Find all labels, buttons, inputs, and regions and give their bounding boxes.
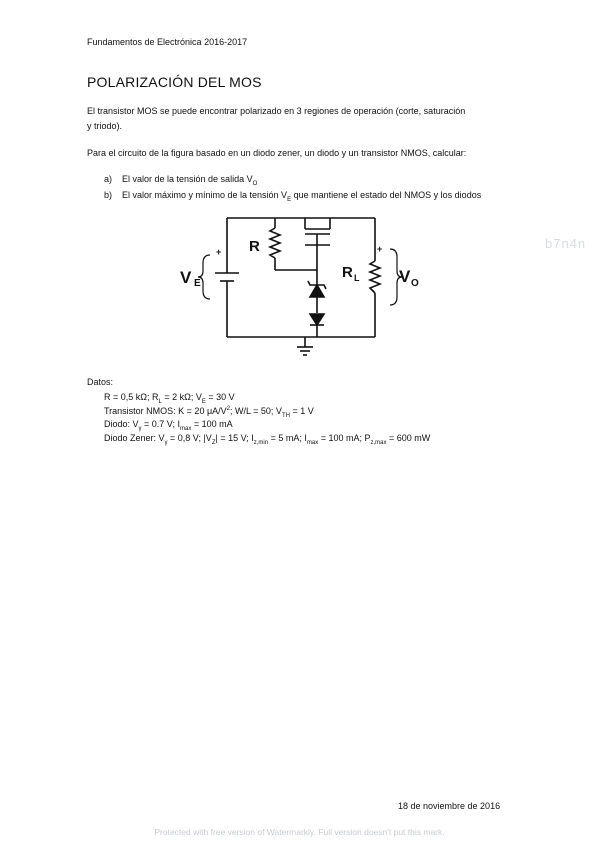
datos-list	[104, 391, 430, 445]
diode	[310, 314, 324, 325]
label-r: R	[249, 238, 260, 255]
svg-text:E: E	[194, 278, 201, 289]
list-marker: b)	[104, 190, 113, 200]
plus-ve: +	[216, 247, 222, 257]
intro-line-2: y triodo).	[87, 121, 123, 131]
section-title: POLARIZACIÓN DEL MOS	[87, 74, 262, 90]
side-watermark: b7n4n	[545, 236, 587, 251]
footer-watermark: Protected with free version of Watermarkly. Full version doesn't put this mark.	[154, 827, 445, 837]
resistor-r	[270, 228, 280, 258]
label-ve: V	[180, 268, 192, 287]
svg-text:L: L	[354, 273, 360, 283]
list-text: El valor máximo y mínimo de la tensión $V_E$ que mantiene el estado del NMOS y los diodos	[122, 190, 482, 203]
question-list	[104, 171, 481, 203]
datos-heading: Datos:	[87, 377, 114, 387]
task-paragraph: Para el circuito de la figura basado en un diodo zener, un diodo y un transistor NMOS, calcular:	[87, 148, 467, 158]
zener-diode	[310, 285, 324, 297]
datos-line: Diodo: $V_\gamma = 0.7$ V; $I_{max} = 100$ mA	[104, 419, 233, 432]
ve-brace	[198, 255, 210, 299]
svg-text:O: O	[411, 278, 419, 289]
circuit-diagram	[165, 215, 435, 365]
datos-line: Transistor NMOS: K = 20 $\mu A/V^2$; W/L = 50; $V_{TH} = 1$ V	[104, 405, 314, 419]
list-text: El valor de la tensión de salida $V_O$	[122, 174, 258, 187]
intro-paragraph	[87, 104, 527, 134]
plus-vo: +	[377, 244, 383, 254]
intro-line-1: El transistor MOS se puede encontrar polarizado en 3 regiones de operación (corte, saturación	[87, 106, 466, 116]
datos-line: R = 0,5 kΩ; $R_L = 2$ kΩ; $V_E = 30$ V	[104, 392, 235, 405]
label-rl: R	[342, 264, 353, 281]
resistor-rl	[370, 261, 380, 293]
datos-line: Diodo Zener: $V_\gamma = 0,8$ V; $|V_Z| = 15$ V; $I_{z,min} = 5$ mA; $I_{max} = 100$ mA; $P_{z,max} = 600$ mW	[104, 432, 431, 446]
footer-date: 18 de noviembre de 2016	[398, 801, 501, 811]
list-item	[104, 187, 481, 203]
page-header: Fundamentos de Electrónica 2016-2017	[87, 37, 248, 47]
label-vo: V	[399, 267, 411, 286]
list-marker: a)	[104, 174, 113, 184]
list-item	[104, 171, 481, 187]
